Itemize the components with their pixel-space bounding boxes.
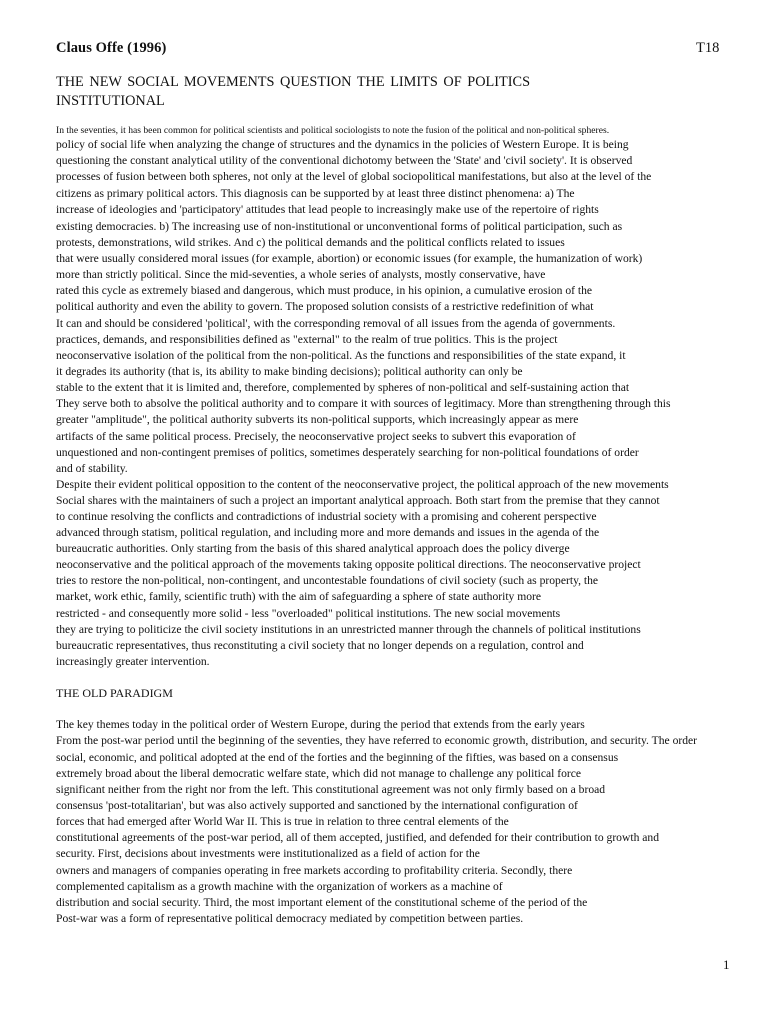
text-line: rated this cycle as extremely biased and dangerous, which must produce, in his opinion, a cumulative erosion of the <box>56 284 593 297</box>
text-line: extremely broad about the liberal democratic welfare state, which did not manage to challenge any political force <box>56 767 582 780</box>
title-line: INSTITUTIONAL <box>56 93 165 109</box>
text-line: increasingly greater intervention. <box>56 655 210 668</box>
text-line: The key themes today in the political order of Western Europe, during the period that extends from the early years <box>56 718 585 731</box>
text-line: They serve both to absolve the political authority and to compare it with sources of legitimacy. More than strengthening through this <box>56 397 671 410</box>
text-line: existing democracies. b) The increasing use of non-institutional or unconventional forms of political participation, such as <box>56 220 623 233</box>
text-line: owners and managers of companies operating in free markets according to profitability criteria. Secondly, there <box>56 864 573 877</box>
text-line: complemented capitalism as a growth machine with the organization of workers as a machine of <box>56 880 503 893</box>
text-line: that were usually considered moral issues (for example, abortion) or economic issues (for example, the humanization of work) <box>56 252 643 265</box>
text-line: policy of social life when analyzing the change of structures and the dynamics in the policies of Western Europe. It is being <box>56 138 629 151</box>
text-line: tries to restore the non-political, non-contingent, and uncontestable foundations of civil society (such as property, the <box>56 574 599 587</box>
text-line: distribution and social security. Third, the most important element of the constitutional scheme of the period of the <box>56 896 588 909</box>
text-line: Social shares with the maintainers of such a project an important analytical approach. Both start from the premise that they cannot <box>56 494 660 507</box>
text-line: greater "amplitude", the political authority subverts its non-political supports, which increasingly appear as mere <box>56 413 579 426</box>
title-line: THE NEW SOCIAL MOVEMENTS QUESTION THE LIMITS OF POLITICS <box>56 74 531 90</box>
author-header: Claus Offe (1996) <box>56 40 167 56</box>
section-heading: THE OLD PARADIGM <box>56 686 173 700</box>
text-line: stable to the extent that it is limited and, therefore, complemented by spheres of non-political and self-sustaining action that <box>56 381 630 394</box>
text-line: and of stability. <box>56 462 128 475</box>
text-line: more than strictly political. Since the mid-seventies, a whole series of analysts, mostly conservative, have <box>56 268 546 281</box>
text-line: In the seventies, it has been common for political scientists and political sociologists to note the fusion of the political and non-political spheres. <box>56 125 610 136</box>
text-line: market, work ethic, family, scientific truth) with the aim of safeguarding a sphere of state authority more <box>56 590 542 603</box>
text-line: bureaucratic authorities. Only starting from the basis of this shared analytical approach does the policy diverge <box>56 542 570 555</box>
text-line: it degrades its authority (that is, its ability to make binding decisions); political authority can only be <box>56 365 523 378</box>
text-line: processes of fusion between both spheres, not only at the level of global sociopolitical manifestations, but also at the level of the <box>56 170 652 183</box>
text-line: advanced through statism, political regulation, and including more and more demands and issues in the agenda of the <box>56 526 600 539</box>
text-line: they are trying to politicize the civil society institutions in an unrestricted manner through the channels of political institutions <box>56 623 641 636</box>
text-line: citizens as primary political actors. This diagnosis can be supported by at least three distinct phenomena: a) The <box>56 187 575 200</box>
text-line: neoconservative and the political approach of the movements taking opposite political directions. The neoconservative project <box>56 558 641 571</box>
text-line: to continue resolving the conflicts and contradictions of industrial society with a promising and coherent perspective <box>56 510 597 523</box>
text-line: restricted - and consequently more solid - less "overloaded" political institutions. The new social movements <box>56 607 561 620</box>
text-line: forces that had emerged after World War II. This is true in relation to three central elements of the <box>56 815 509 828</box>
page-number: 1 <box>723 957 730 972</box>
text-line: questioning the constant analytical utility of the conventional dichotomy between the 'State' and 'civil society'. It is observed <box>56 154 633 167</box>
text-line: neoconservative isolation of the political from the non-political. As the functions and responsibilities of the state expand, it <box>56 349 626 362</box>
text-line: practices, demands, and responsibilities defined as "external" to the realm of true politics. This is the project <box>56 333 558 346</box>
text-line: security. First, decisions about investments were institutionalized as a field of action for the <box>56 847 480 860</box>
text-line: artifacts of the same political process. Precisely, the neoconservative project seeks to subvert this evaporation of <box>56 430 576 443</box>
text-line: significant neither from the right nor from the left. This constitutional agreement was not only firmly based on a broad <box>56 783 606 796</box>
text-line: Post-war was a form of representative political democracy mediated by competition between parties. <box>56 912 524 925</box>
text-line: constitutional agreements of the post-war period, all of them accepted, justified, and defended for their contribution to growth and <box>56 831 660 844</box>
text-line: bureaucratic representatives, thus reconstituting a civil society that no longer depends on a regulation, control and <box>56 639 584 652</box>
text-line: protests, demonstrations, wild strikes. And c) the political demands and the political conflicts related to issues <box>56 236 565 249</box>
text-line: increase of ideologies and 'participatory' attitudes that lead people to increasingly make use of the repertoire of rights <box>56 203 599 216</box>
text-line: unquestioned and non-contingent premises of politics, sometimes desperately searching for non-political foundations of order <box>56 446 639 459</box>
text-line: From the post-war period until the beginning of the seventies, they have referred to economic growth, distribution, and security. The order <box>56 734 698 747</box>
page-title <box>56 73 706 111</box>
text-line: social, economic, and political adopted at the end of the forties and the beginning of the fifties, was based on a consensus <box>56 751 619 764</box>
text-line: It can and should be considered 'political', with the corresponding removal of all issues from the agenda of governments. <box>56 317 616 330</box>
document-code: T18 <box>696 40 720 56</box>
text-line: political authority and even the ability to govern. The proposed solution consists of a restrictive redefinition of what <box>56 300 594 313</box>
text-line: consensus 'post-totalitarian', but was also actively supported and sanctioned by the international configuration of <box>56 799 578 812</box>
text-line: Despite their evident political opposition to the content of the neoconservative project, the political approach of the new movements <box>56 478 669 491</box>
